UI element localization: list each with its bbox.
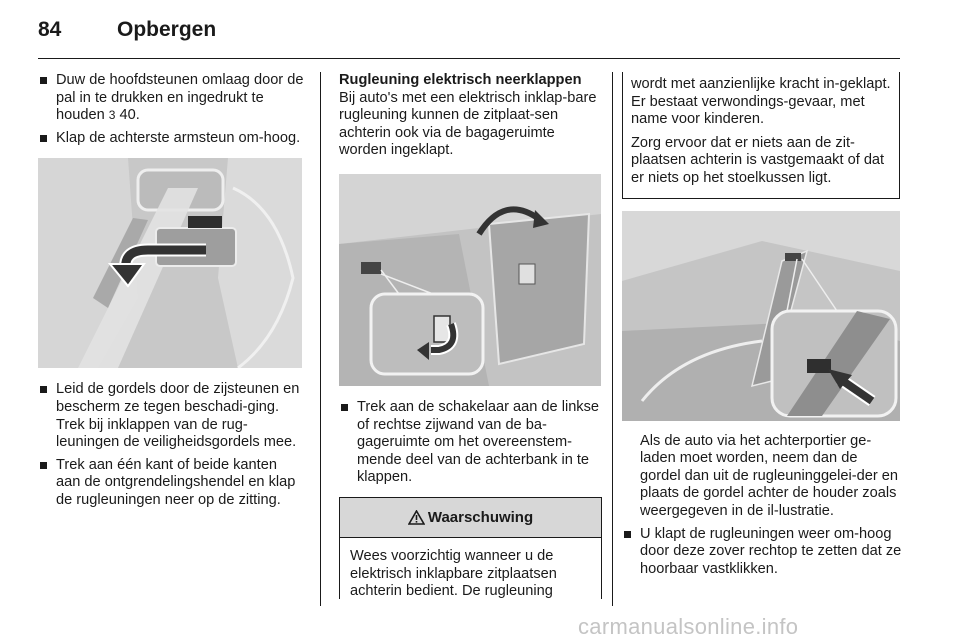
page-title: Opbergen [117, 18, 217, 41]
warning-box-continued [622, 72, 900, 199]
figure-belt-holder [622, 211, 900, 421]
bullet-square-icon [40, 386, 47, 393]
warning-cont-text-1: wordt met aanzienlijke kracht in-geklapt. Er bestaat verwondings-gevaar, met name voor kinderen. [631, 76, 891, 128]
seatbelt-guide-illustration [38, 158, 302, 368]
bullet-release-lever [38, 457, 304, 510]
page-header [38, 18, 908, 58]
watermark-text: carmanualsonline.info [578, 614, 799, 639]
column-divider-1 [320, 72, 321, 606]
bullet-square-icon [624, 531, 631, 538]
column-divider-2 [612, 72, 613, 606]
bullet-seatbelts [38, 381, 304, 451]
warning-title: Waarschuwing [427, 508, 534, 526]
section-intro: Bij auto's met een elektrisch inklap-bare rugleuning kunnen de zitplaat-sen achterin ook via de bagageruimte worden ingeklapt. [339, 89, 597, 159]
section-heading: Rugleuning elektrisch neerklappen [339, 72, 582, 88]
bullet-text: Trek aan de schakelaar aan de linkse of rechtse zijwand van de ba-gageruimte om het overeenstem-mende deel van de achterbank in te klappen. [357, 398, 600, 486]
column-3 [622, 72, 902, 583]
bullet-text: Klap de achterste armsteun om-hoog. [56, 129, 301, 146]
warning-triangle-icon [408, 510, 425, 525]
bullet-text: Duw de hoofdsteunen omlaag door de pal in te drukken en ingedrukt te houden [56, 72, 304, 124]
bullet-square-icon [40, 77, 47, 84]
page-number: 84 [38, 18, 62, 41]
figure-seatbelt-guide [38, 158, 302, 368]
warning-box [339, 497, 602, 599]
figure-caption: Als de auto via het achterportier ge-laden moet worden, neem dan de gordel dan uit de rugleuninggelei-der en plaats de gordel achter de houder zoals weergegeven in de il-lustratie. [640, 432, 899, 519]
bullet-text: Trek aan één kant of beide kanten aan de ontgrendelingshendel en klap de rugleuningen neer op de zitting. [56, 456, 296, 508]
header-divider [38, 58, 900, 59]
column-1 [38, 72, 304, 515]
figure-cargo-switch [339, 174, 601, 386]
belt-holder-illustration [622, 211, 900, 421]
bullet-armrest [38, 130, 304, 148]
bullet-fold-up [622, 526, 902, 579]
bullet-square-icon [40, 462, 47, 469]
bullet-text: U klapt de rugleuningen weer om-hoog door deze zover rechtop te zetten dat ze hoorbaar vastklikken. [640, 525, 902, 577]
warning-text: Wees voorzichtig wanneer u de elektrisch inklapbare zitplaatsen achterin bedient. De rugleuning [350, 547, 557, 600]
page-ref-number: 40. [115, 107, 140, 124]
bullet-switch [339, 399, 602, 487]
bullet-text: Leid de gordels door de zijsteunen en bescherm ze tegen beschadi-ging. Trek bij inklappen van de rug-leuningen de veiligheidsgordels mee. [56, 381, 300, 451]
bullet-square-icon [40, 135, 47, 142]
column-2 [339, 72, 602, 599]
warning-header [340, 498, 601, 538]
bullet-headrest [38, 72, 304, 125]
cargo-switch-illustration [339, 174, 601, 386]
page-ref-arrow-icon: 3 [108, 108, 116, 123]
warning-cont-text-2: Zorg ervoor dat er niets aan de zit-plaatsen achterin is vastgemaakt of dat er niets op het stoelkussen ligt. [631, 134, 885, 186]
bullet-square-icon [341, 404, 348, 411]
